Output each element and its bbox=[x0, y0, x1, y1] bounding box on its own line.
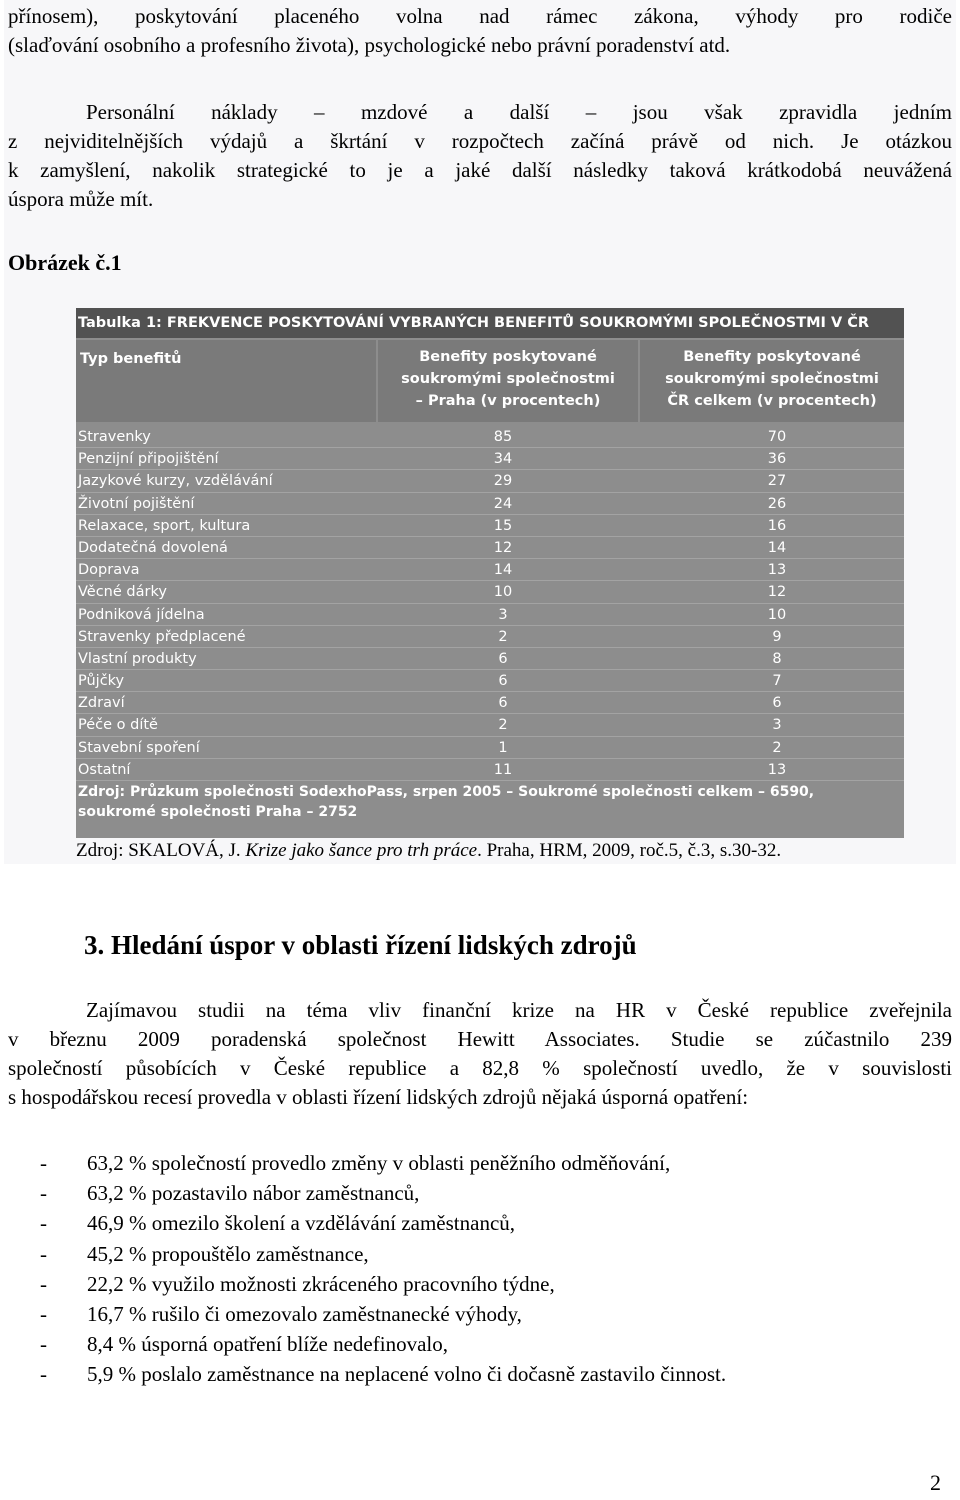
list-item-text: 5,9 % poslalo zaměstnance na neplacené volno či dočasně zastavilo činnost. bbox=[87, 1362, 727, 1387]
text-line: přínosem), poskytování placeného volna nad rámec zákona, výhody pro rodiče bbox=[8, 4, 952, 28]
benefit-name: Péče o dítě bbox=[78, 717, 158, 734]
table-title: Tabulka 1: FREKVENCE POSKYTOVÁNÍ VYBRANÝCH BENEFITŮ SOUKROMÝMI SPOLEČNOSTMI V ČR bbox=[76, 308, 904, 338]
bullet-dash: - bbox=[40, 1362, 47, 1387]
praha-value: 1 bbox=[498, 739, 508, 756]
bullet-dash: - bbox=[40, 1241, 47, 1266]
table-row bbox=[76, 626, 904, 648]
benefit-name: Životní pojištění bbox=[78, 495, 195, 512]
text-line: z nejviditelnějších výdajů a škrtání v rozpočtech začíná právě od nich. Je otázkou bbox=[8, 129, 952, 153]
page-number: 2 bbox=[930, 1470, 941, 1495]
praha-value: 15 bbox=[493, 517, 513, 534]
praha-value: 2 bbox=[498, 628, 508, 645]
benefit-name: Stravenky předplacené bbox=[78, 628, 246, 645]
table-row bbox=[76, 537, 904, 559]
cr-value: 8 bbox=[772, 650, 782, 667]
table-row bbox=[76, 759, 904, 781]
cr-value: 10 bbox=[767, 606, 787, 623]
table-row bbox=[76, 493, 904, 515]
header-line: soukromými společnostmi bbox=[665, 371, 879, 387]
benefit-name: Věcné dárky bbox=[78, 584, 167, 601]
benefit-name: Stavební spoření bbox=[78, 739, 200, 756]
table-row bbox=[76, 670, 904, 692]
bullet-dash: - bbox=[40, 1302, 47, 1327]
benefit-name: Jazykové kurzy, vzdělávání bbox=[78, 473, 273, 490]
cr-value: 9 bbox=[772, 628, 782, 645]
caption-suffix: . Praha, HRM, 2009, roč.5, č.3, s.30-32. bbox=[477, 840, 782, 861]
text-line: společností působících v České republice a 82,8 % společností uvedlo, že v souvislosti bbox=[8, 1056, 952, 1080]
list-item-text: 8,4 % úsporná opatření blíže nedefinovalo, bbox=[87, 1332, 448, 1357]
praha-value: 6 bbox=[498, 673, 508, 690]
text-line: (slaďování osobního a profesního života), psychologické nebo právní poradenství atd. bbox=[8, 33, 731, 57]
cr-value: 7 bbox=[772, 673, 782, 690]
source-line: soukromé společnosti Praha – 2752 bbox=[78, 804, 358, 820]
figure-title: Obrázek č.1 bbox=[8, 250, 122, 275]
cr-value: 36 bbox=[767, 451, 787, 468]
benefit-name: Vlastní produkty bbox=[78, 650, 197, 667]
list-item-text: 16,7 % rušilo či omezovalo zaměstnanecké výhody, bbox=[87, 1302, 522, 1327]
table-row bbox=[76, 714, 904, 736]
list-item bbox=[40, 1178, 726, 1208]
cr-value: 16 bbox=[767, 517, 787, 534]
bullet-dash: - bbox=[40, 1271, 47, 1296]
table-row bbox=[76, 426, 904, 448]
list-item-text: 63,2 % společností provedlo změny v oblasti peněžního odměňování, bbox=[87, 1151, 671, 1175]
list-item bbox=[40, 1359, 726, 1389]
benefit-name: Dodatečná dovolená bbox=[78, 539, 228, 556]
header-line: – Praha (v procentech) bbox=[415, 393, 601, 409]
bullet-dash: - bbox=[40, 1211, 47, 1236]
benefit-name: Podniková jídelna bbox=[78, 606, 205, 623]
praha-value: 6 bbox=[498, 695, 508, 712]
benefit-name: Ostatní bbox=[78, 761, 131, 778]
benefit-name: Relaxace, sport, kultura bbox=[78, 517, 251, 534]
praha-value: 34 bbox=[493, 451, 513, 468]
benefit-name: Půjčky bbox=[78, 673, 125, 690]
praha-value: 11 bbox=[493, 761, 513, 778]
table-row bbox=[76, 604, 904, 626]
table-row bbox=[76, 559, 904, 581]
table-row bbox=[76, 448, 904, 470]
header-line: Benefity poskytované bbox=[419, 349, 597, 365]
cr-value: 70 bbox=[767, 429, 787, 445]
text-line: k zamyšlení, nakolik strategické to je a jaké další následky taková krátkodobá neuvážená bbox=[8, 158, 952, 182]
list-item bbox=[40, 1269, 726, 1299]
bullet-dash: - bbox=[40, 1332, 47, 1357]
praha-value: 6 bbox=[498, 650, 508, 667]
column-header-cr bbox=[640, 340, 904, 422]
column-header-praha bbox=[378, 340, 638, 422]
measures-list bbox=[40, 1148, 726, 1390]
list-item-text: 22,2 % využilo možnosti zkráceného pracovního týdne, bbox=[87, 1271, 555, 1296]
praha-value: 10 bbox=[493, 584, 513, 601]
section-heading: 3. Hledání úspor v oblasti řízení lidských zdrojů bbox=[84, 930, 637, 960]
cr-value: 26 bbox=[767, 495, 787, 512]
benefit-name: Penzijní připojištění bbox=[78, 451, 219, 468]
table-row bbox=[76, 581, 904, 603]
text-line: s hospodářskou recesí provedla v oblasti řízení lidských zdrojů nějaká úsporná opatření: bbox=[8, 1085, 749, 1109]
study-paragraph bbox=[8, 996, 952, 1112]
praha-value: 29 bbox=[493, 473, 513, 490]
table-row bbox=[76, 737, 904, 759]
list-item bbox=[40, 1148, 726, 1178]
costs-paragraph bbox=[8, 98, 952, 214]
cr-value: 12 bbox=[767, 584, 787, 601]
text-line: úspora může mít. bbox=[8, 187, 154, 211]
cr-value: 27 bbox=[767, 473, 787, 490]
caption-title: Krize jako šance pro trh práce bbox=[245, 840, 478, 861]
cr-value: 3 bbox=[772, 717, 782, 734]
caption-prefix: Zdroj: SKALOVÁ, J. bbox=[76, 840, 246, 861]
column-header-type: Typ benefitů bbox=[76, 340, 376, 422]
benefits-table bbox=[76, 308, 904, 838]
source-line: Zdroj: Průzkum společnosti SodexhoPass, srpen 2005 – Soukromé společnosti celkem – 6590, bbox=[78, 784, 815, 800]
list-item bbox=[40, 1299, 726, 1329]
cr-value: 13 bbox=[767, 562, 787, 579]
bullet-dash: - bbox=[40, 1151, 47, 1175]
text-line: Zajímavou studii na téma vliv finanční krize na HR v České republice zveřejnila bbox=[86, 998, 952, 1022]
list-item-text: 45,2 % propouštělo zaměstnance, bbox=[87, 1241, 369, 1266]
table-body bbox=[76, 426, 904, 781]
cr-value: 6 bbox=[772, 695, 782, 712]
cr-value: 13 bbox=[767, 761, 787, 778]
praha-value: 2 bbox=[498, 717, 508, 734]
header-line: soukromými společnostmi bbox=[401, 371, 615, 387]
cr-value: 14 bbox=[767, 539, 787, 556]
text-line: v březnu 2009 poradenská společnost Hewitt Associates. Studie se zúčastnilo 239 bbox=[8, 1027, 952, 1051]
figure-caption bbox=[76, 840, 781, 862]
header-line: ČR celkem (v procentech) bbox=[667, 393, 877, 409]
list-item-text: 63,2 % pozastavilo nábor zaměstnanců, bbox=[87, 1181, 420, 1206]
list-item bbox=[40, 1329, 726, 1359]
text-line: Personální náklady – mzdové a další – jsou však zpravidla jedním bbox=[86, 100, 952, 124]
benefit-name: Zdraví bbox=[78, 695, 125, 712]
praha-value: 3 bbox=[498, 606, 508, 623]
table-row bbox=[76, 515, 904, 537]
bullet-dash: - bbox=[40, 1181, 47, 1206]
cr-value: 2 bbox=[772, 739, 782, 756]
header-line: Benefity poskytované bbox=[683, 349, 861, 365]
benefit-name: Doprava bbox=[78, 562, 140, 579]
praha-value: 85 bbox=[493, 429, 513, 445]
praha-value: 14 bbox=[493, 562, 513, 579]
table-row bbox=[76, 470, 904, 492]
intro-paragraph bbox=[8, 2, 952, 60]
benefit-name: Stravenky bbox=[78, 429, 151, 445]
praha-value: 12 bbox=[493, 539, 513, 556]
table-row bbox=[76, 648, 904, 670]
list-item-text: 46,9 % omezilo školení a vzdělávání zaměstnanců, bbox=[87, 1211, 516, 1236]
list-item bbox=[40, 1208, 726, 1238]
table-row bbox=[76, 692, 904, 714]
table-source bbox=[78, 782, 898, 822]
praha-value: 24 bbox=[493, 495, 513, 512]
list-item bbox=[40, 1239, 726, 1269]
